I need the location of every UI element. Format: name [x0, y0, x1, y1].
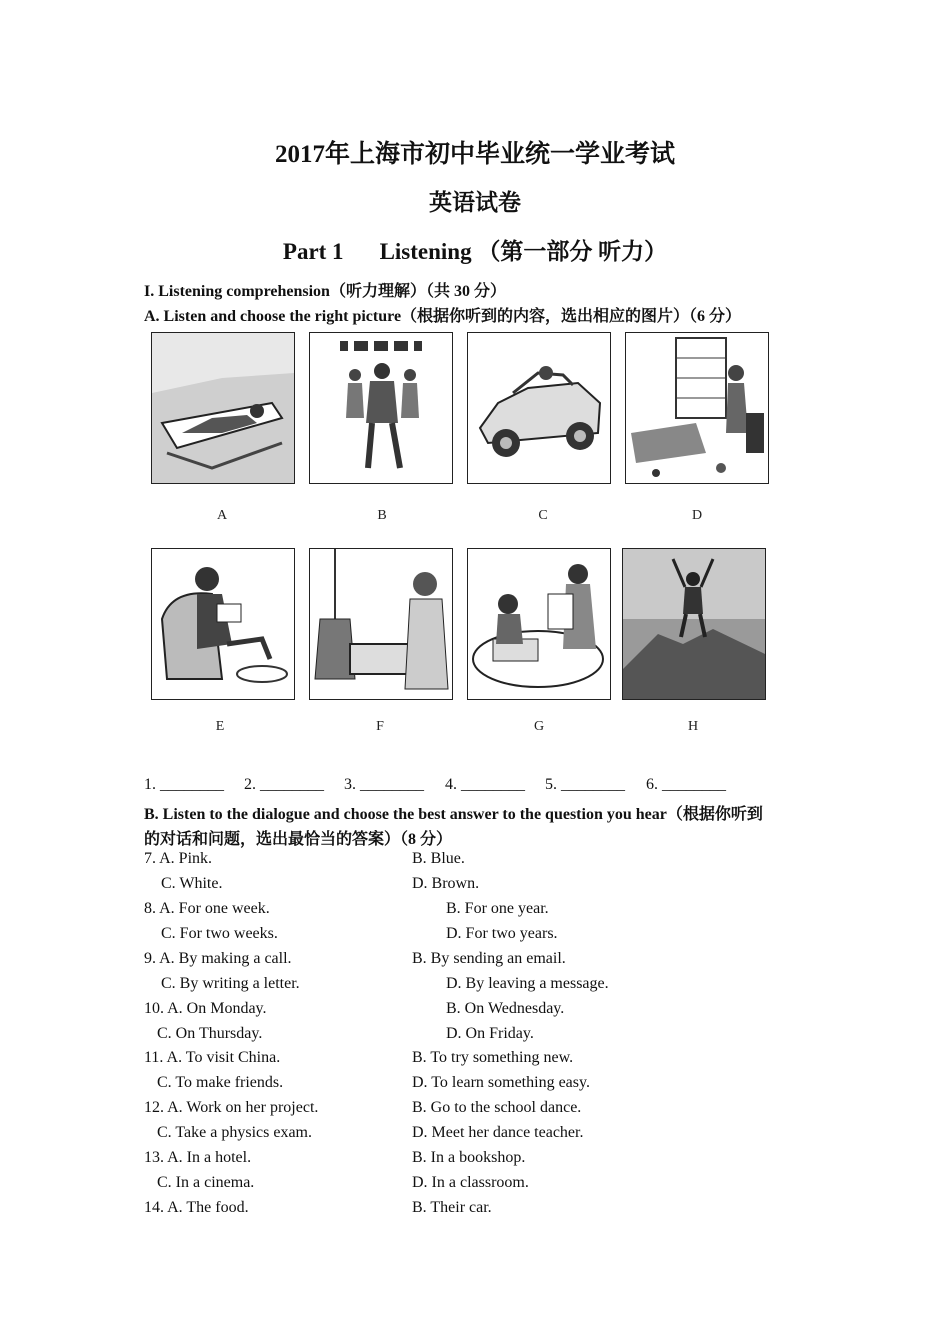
q9-option-a: 9. A. By making a call.	[144, 950, 292, 967]
q11-option-b: B. To try something new.	[412, 1049, 574, 1066]
picture-label-c: C	[538, 508, 548, 523]
messy-room-illustration	[626, 333, 768, 483]
exam-title: 2017年上海市初中毕业统一学业考试	[274, 141, 675, 168]
runners-race-illustration	[310, 333, 452, 483]
picture-c	[467, 332, 611, 484]
picture-d	[625, 332, 769, 484]
part-name: Listening （第一部分 听力）	[379, 239, 668, 264]
q12-option-c: C. Take a physics exam.	[157, 1124, 312, 1141]
picture-label-d: D	[691, 508, 703, 523]
section-a-heading: A. Listen and choose the right picture（根据你听到的内容，选出相应的图片）（6 分）	[144, 308, 742, 325]
section-b-heading-line1: B. Listen to the dialogue and choose the best answer to the question you hear（根据你听到	[144, 806, 763, 823]
q10-option-d: D. On Friday.	[446, 1025, 534, 1042]
q13-option-b: B. In a bookshop.	[412, 1149, 526, 1166]
q8-option-c: C. For two weeks.	[161, 925, 278, 942]
exam-subtitle: 英语试卷	[429, 190, 521, 215]
q10-option-a: 10. A. On Monday.	[144, 1000, 267, 1017]
q10-option-c: C. On Thursday.	[157, 1025, 263, 1042]
q11-option-d: D. To learn something easy.	[412, 1074, 590, 1091]
q13-option-d: D. In a classroom.	[412, 1174, 529, 1191]
reading-in-armchair-illustration	[152, 549, 294, 699]
q14-option-b: B. Their car.	[412, 1199, 492, 1216]
mountain-top-illustration	[623, 549, 765, 699]
q8-option-b: B. For one year.	[446, 900, 549, 917]
q13-option-a: 13. A. In a hotel.	[144, 1149, 252, 1166]
q14-option-a: 14. A. The food.	[144, 1199, 249, 1216]
blank-4[interactable]: 4. ________	[445, 776, 525, 793]
picture-b	[309, 332, 453, 484]
picture-label-g: G	[533, 719, 545, 734]
q8-option-a: 8. A. For one week.	[144, 900, 270, 917]
picture-f	[309, 548, 453, 700]
convertible-car-illustration	[468, 333, 610, 483]
picture-label-b: B	[377, 508, 387, 523]
section-b-heading-line2: 的对话和问题，选出最恰当的答案）（8 分）	[144, 831, 453, 848]
q7-option-c: C. White.	[161, 875, 223, 892]
section-1-heading: I. Listening comprehension（听力理解）（共 30 分）	[144, 283, 506, 300]
part-heading	[0, 233, 950, 266]
q7-option-b: B. Blue.	[412, 850, 465, 867]
blank-2[interactable]: 2. ________	[244, 776, 324, 793]
answer-blanks	[144, 776, 726, 794]
q7-option-a: 7. A. Pink.	[144, 850, 213, 867]
blank-6[interactable]: 6. ________	[646, 776, 726, 793]
blank-3[interactable]: 3. ________	[344, 776, 424, 793]
q12-option-b: B. Go to the school dance.	[412, 1099, 582, 1116]
picture-h	[622, 548, 766, 700]
q8-option-d: D. For two years.	[446, 925, 558, 942]
picture-label-a: A	[216, 508, 228, 523]
q11-option-c: C. To make friends.	[157, 1074, 284, 1091]
q13-option-c: C. In a cinema.	[157, 1174, 255, 1191]
part-label: Part 1	[282, 239, 344, 264]
q11-option-a: 11. A. To visit China.	[144, 1049, 281, 1066]
blank-1[interactable]: 1. ________	[144, 776, 224, 793]
q10-option-b: B. On Wednesday.	[446, 1000, 565, 1017]
q9-option-b: B. By sending an email.	[412, 950, 566, 967]
studying-at-table-illustration	[468, 549, 610, 699]
picture-e	[151, 548, 295, 700]
picture-label-h: H	[687, 719, 699, 734]
broken-leg-hospital-illustration	[310, 549, 452, 699]
picture-label-f: F	[376, 719, 384, 734]
picture-a	[151, 332, 295, 484]
q7-option-d: D. Brown.	[412, 875, 480, 892]
beach-sunbathing-illustration	[152, 333, 294, 483]
picture-g	[467, 548, 611, 700]
q12-option-d: D. Meet her dance teacher.	[412, 1124, 584, 1141]
picture-label-e: E	[215, 719, 225, 734]
q12-option-a: 12. A. Work on her project.	[144, 1099, 319, 1116]
q9-option-c: C. By writing a letter.	[161, 975, 300, 992]
q9-option-d: D. By leaving a message.	[446, 975, 609, 992]
blank-5[interactable]: 5. ________	[545, 776, 625, 793]
